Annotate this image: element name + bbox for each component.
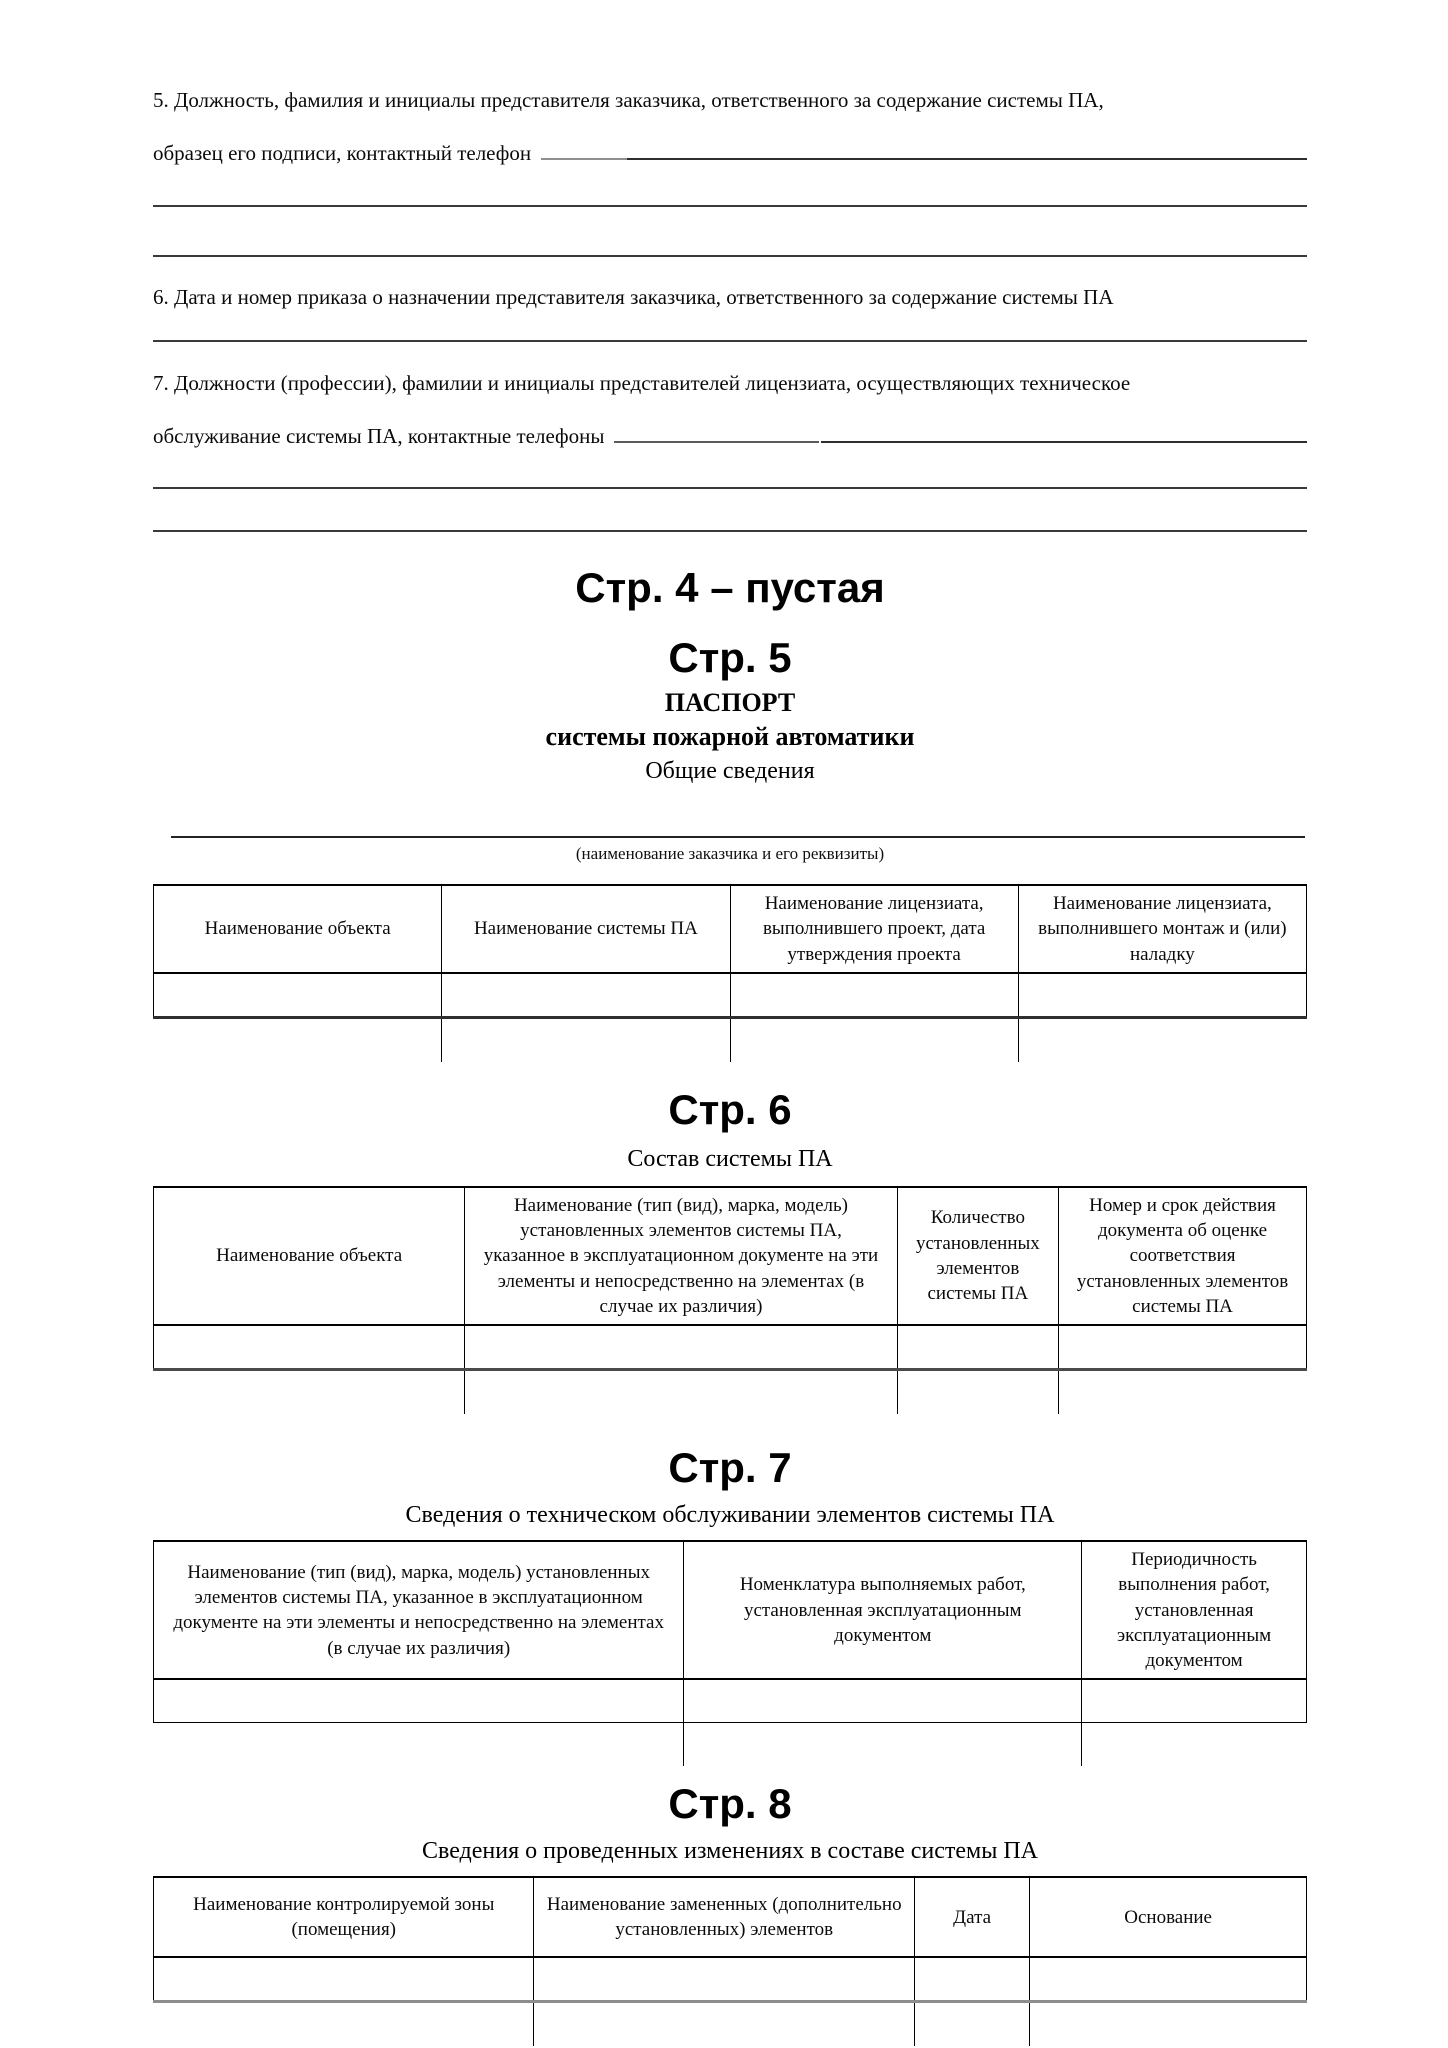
empty-cell (730, 973, 1018, 1018)
empty-cell (154, 1723, 684, 1767)
empty-cell (465, 1325, 897, 1370)
empty-cell (1059, 1370, 1307, 1415)
general-info-table (153, 884, 1307, 1062)
page6-heading: Стр. 6 (668, 1085, 792, 1133)
fill-in-line (153, 340, 1307, 342)
item7-line2-label: обслуживание системы ПА, контактные телефоны (153, 424, 605, 448)
passport-title: ПАСПОРТ (664, 688, 796, 717)
empty-row (154, 1325, 1307, 1370)
empty-row (154, 1370, 1307, 1415)
page4-heading: Стр. 4 – пустая (575, 564, 885, 611)
passport-subtitle: системы пожарной автоматики (545, 722, 915, 751)
fill-in-line (171, 836, 1305, 838)
empty-cell (154, 2002, 534, 2047)
item6-line: 6. Дата и номер приказа о назначении представителя заказчика, ответственного за содержание системы ПА (153, 285, 1114, 309)
column-header-replaced-elements: Наименование замененных (дополнительно установленных) элементов (534, 1877, 914, 1957)
fill-in-blank (821, 407, 1307, 443)
empty-cell (154, 1679, 684, 1723)
system-composition-table-header (154, 1187, 1307, 1325)
empty-cell (684, 1723, 1082, 1767)
document-content (153, 0, 1307, 2046)
maintenance-table-header (154, 1541, 1307, 1679)
general-info-table-header (154, 885, 1307, 973)
empty-cell (730, 1017, 1018, 1062)
empty-row (154, 1957, 1307, 2002)
empty-cell (154, 1957, 534, 2002)
empty-cell (534, 1957, 914, 2002)
column-header-element-name: Наименование (тип (вид), марка, модель) установленных элементов системы ПА, указанное в эксплуатационном документе на эти элементы и непосредственно на элементах (в случае их различия) (465, 1187, 897, 1325)
system-composition-table (153, 1186, 1307, 1414)
empty-row (154, 973, 1307, 1018)
empty-cell (442, 1017, 730, 1062)
item7-line2 (153, 407, 1307, 460)
empty-cell (1018, 973, 1306, 1018)
fill-in-line (153, 205, 1307, 207)
column-header-work-periodicity: Периодичность выполнения работ, установленная эксплуатационным документом (1082, 1541, 1307, 1679)
column-header-work-nomenclature: Номенклатура выполняемых работ, установленная эксплуатационным документом (684, 1541, 1082, 1679)
empty-cell (154, 1370, 465, 1415)
page5-heading: Стр. 5 (668, 634, 792, 681)
column-header-date: Дата (914, 1877, 1029, 1957)
column-header-conformity-document: Номер и срок действия документа об оценке соответствия установленных элементов системы ПА (1059, 1187, 1307, 1325)
empty-cell (897, 1325, 1058, 1370)
empty-row (154, 1679, 1307, 1723)
empty-cell (1059, 1325, 1307, 1370)
column-header-element-name: Наименование (тип (вид), марка, модель) установленных элементов системы ПА, указанное в эксплуатационном документе на эти элементы и непосредственно на элементах (в случае их различия) (154, 1541, 684, 1679)
empty-cell (897, 1370, 1058, 1415)
empty-cell (154, 1017, 442, 1062)
fill-in-blank (627, 124, 1307, 160)
empty-cell (684, 1679, 1082, 1723)
column-header-controlled-zone: Наименование контролируемой зоны (помещения) (154, 1877, 534, 1957)
fill-in-line (153, 255, 1307, 257)
empty-cell (154, 973, 442, 1018)
page7-subtitle: Сведения о техническом обслуживании элементов системы ПА (405, 1502, 1055, 1529)
empty-cell (534, 2002, 914, 2047)
item7-line1: 7. Должности (профессии), фамилии и инициалы представителей лицензиата, осуществляющих техническое (153, 371, 1131, 395)
fill-in-line (153, 530, 1307, 532)
customer-caption: (наименование заказчика и его реквизиты) (575, 844, 885, 863)
item5-line2-label: образец его подписи, контактный телефон (153, 141, 532, 165)
empty-cell (1082, 1679, 1307, 1723)
page7-heading: Стр. 7 (668, 1444, 792, 1492)
page6-subtitle: Состав системы ПА (627, 1145, 833, 1172)
empty-cell (914, 2002, 1029, 2047)
column-header-design-licensee: Наименование лицензиата, выполнившего проект, дата утверждения проекта (730, 885, 1018, 973)
page8-heading: Стр. 8 (668, 1780, 792, 1828)
empty-row (154, 2002, 1307, 2047)
fill-in-blank (541, 124, 627, 160)
empty-cell (1018, 1017, 1306, 1062)
page8-subtitle: Сведения о проведенных изменениях в составе системы ПА (422, 1838, 1038, 1865)
empty-cell (1082, 1723, 1307, 1767)
item5-line1: 5. Должность, фамилия и инициалы представителя заказчика, ответственного за содержание системы ПА, (153, 88, 1104, 112)
column-header-basis: Основание (1030, 1877, 1307, 1957)
empty-cell (914, 1957, 1029, 2002)
empty-row (154, 1723, 1307, 1767)
changes-table (153, 1876, 1307, 2046)
changes-table-header (154, 1877, 1307, 1957)
column-header-system-name: Наименование системы ПА (442, 885, 730, 973)
empty-cell (465, 1370, 897, 1415)
column-header-element-count: Количество установленных элементов системы ПА (897, 1187, 1058, 1325)
item5-line2 (153, 124, 1307, 177)
empty-cell (442, 973, 730, 1018)
empty-row (154, 1017, 1307, 1062)
empty-cell (1030, 1957, 1307, 2002)
empty-cell (154, 1325, 465, 1370)
column-header-object-name: Наименование объекта (154, 885, 442, 973)
empty-cell (1030, 2002, 1307, 2047)
general-info-section-title: Общие сведения (645, 758, 815, 784)
fill-in-blank (614, 407, 819, 443)
column-header-installation-licensee: Наименование лицензиата, выполнившего монтаж и (или) наладку (1018, 885, 1306, 973)
maintenance-table (153, 1540, 1307, 1766)
fill-in-line (153, 487, 1307, 489)
column-header-object-name: Наименование объекта (154, 1187, 465, 1325)
